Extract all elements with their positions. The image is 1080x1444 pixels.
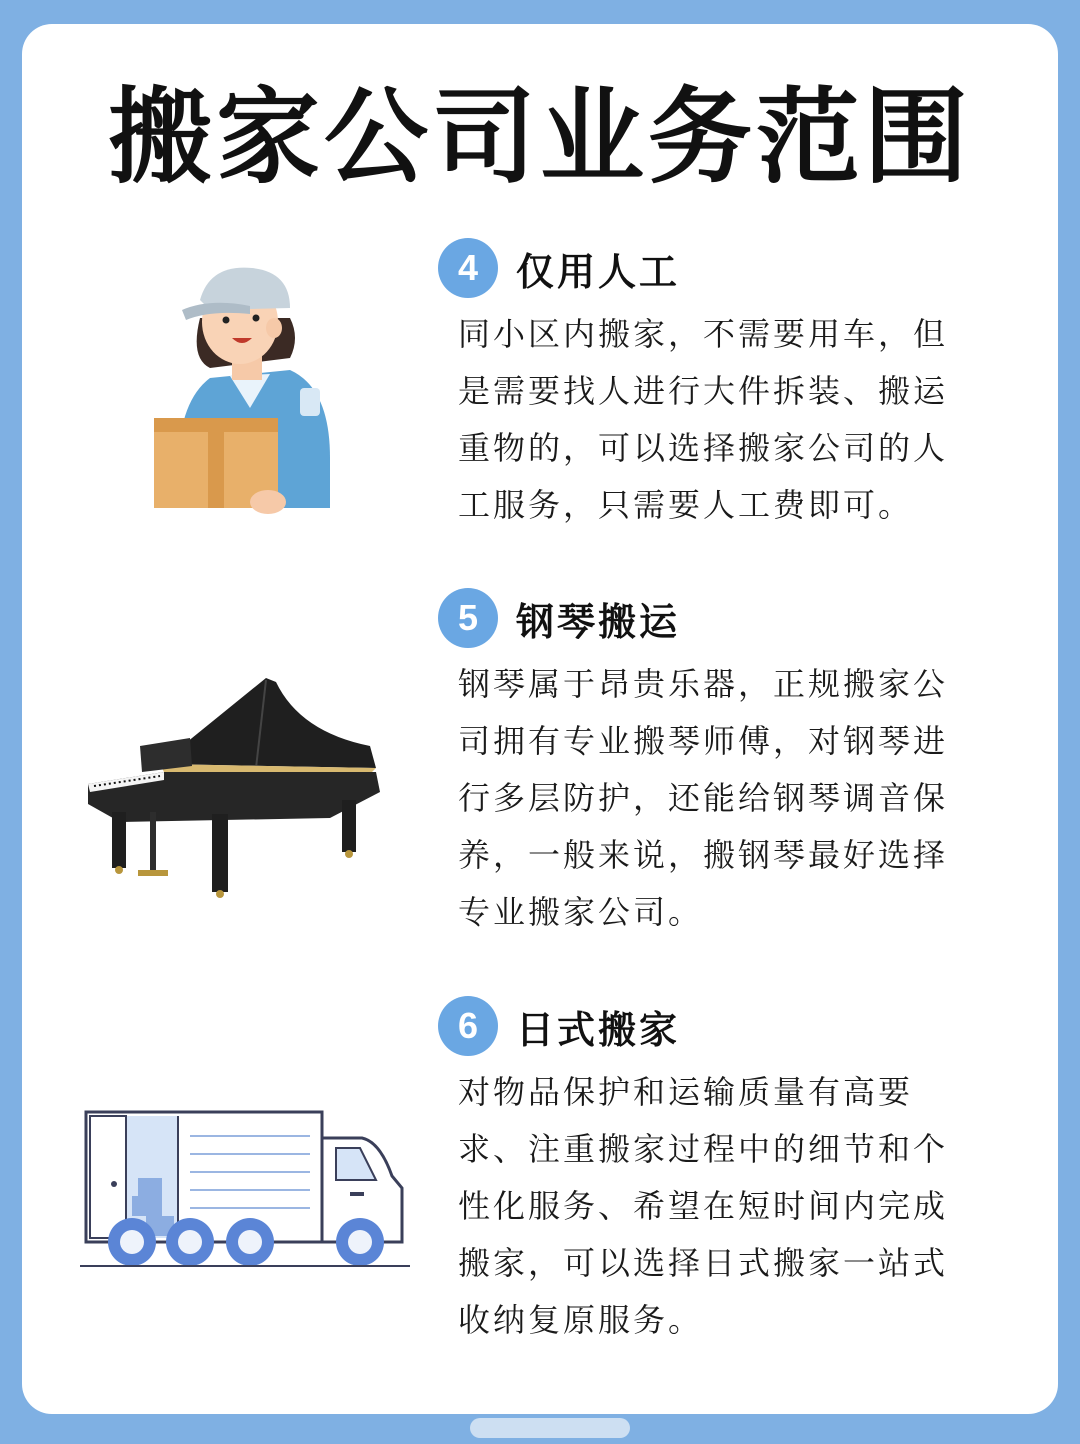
section-description: 同小区内搬家，不需要用车，但 是需要找人进行大件拆装、搬运 重物的，可以选择搬家公司的人 工服务，只需要人工费即可。 xyxy=(458,315,949,524)
section-number-badge: 4 xyxy=(438,238,498,298)
watermark xyxy=(470,1418,630,1438)
section-header xyxy=(438,994,680,1058)
section-header xyxy=(438,236,680,300)
section-number-badge: 6 xyxy=(438,996,498,1056)
section-title: 仅用人工 xyxy=(516,249,681,294)
section-header xyxy=(438,586,680,650)
mover-with-box-icon xyxy=(140,258,340,522)
section-description: 对物品保护和运输质量有高要 求、注重搬家过程中的细节和个 性化服务、希望在短时间内完成 搬家，可以选择日式搬家一站式 收纳复原服务。 xyxy=(458,1073,949,1339)
section-title: 日式搬家 xyxy=(516,1007,681,1052)
moving-truck-icon xyxy=(80,1108,410,1278)
section-number-badge: 5 xyxy=(438,588,498,648)
section-title: 钢琴搬运 xyxy=(516,599,681,644)
section-description: 钢琴属于昂贵乐器，正规搬家公 司拥有专业搬琴师傅，对钢琴进 行多层防护，还能给钢琴调音保 养，一般来说，搬钢琴最好选择 专业搬家公司。 xyxy=(458,665,949,931)
grand-piano-icon xyxy=(80,672,384,908)
page-title: 搬家公司业务范围 xyxy=(107,76,972,198)
